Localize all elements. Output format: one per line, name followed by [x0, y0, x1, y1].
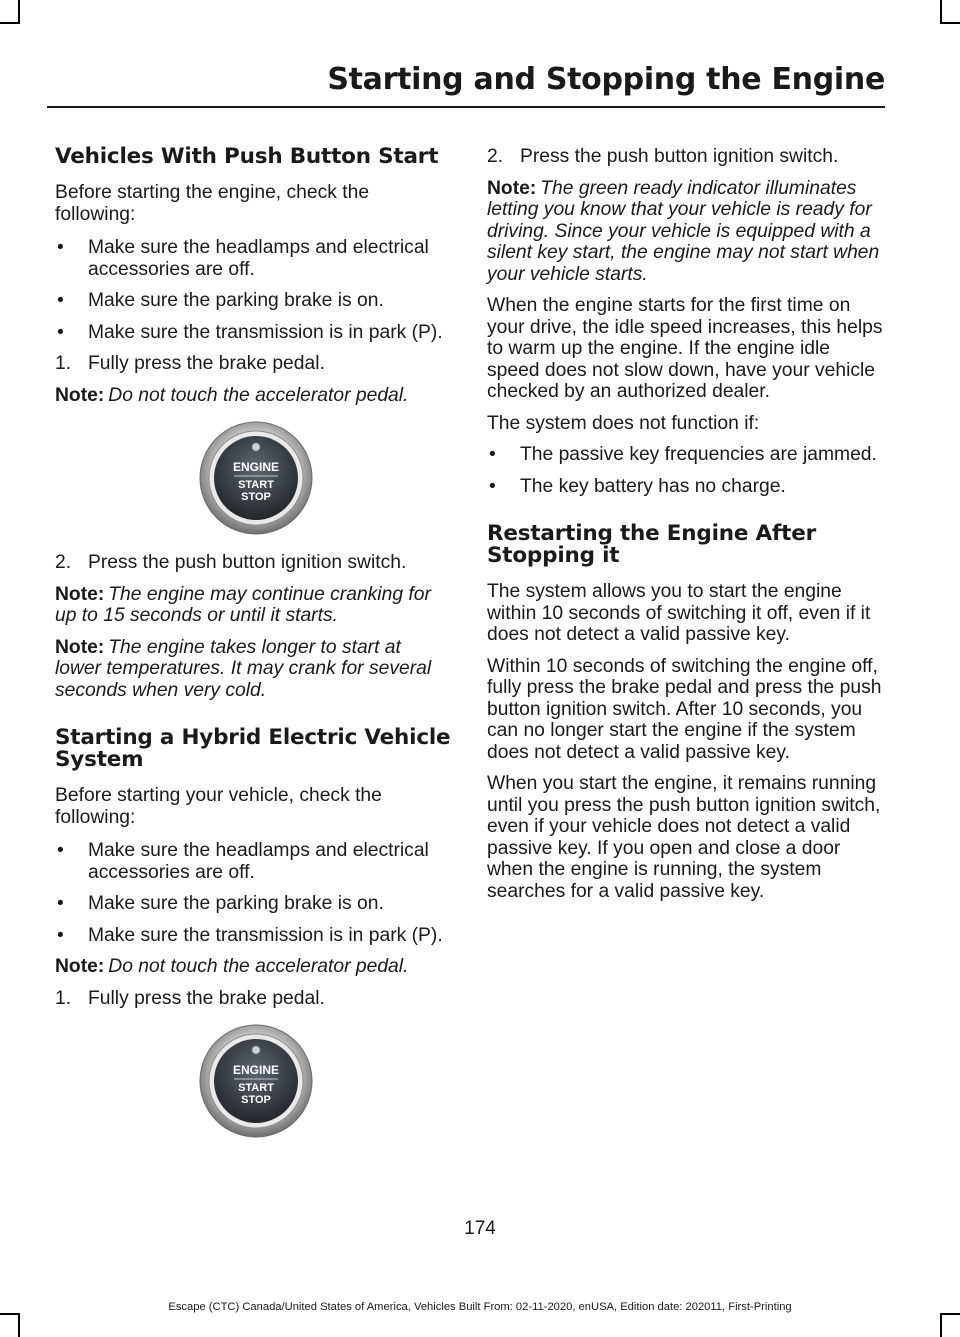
list-item-text: The passive key frequencies are jammed.	[520, 444, 877, 465]
step	[55, 988, 451, 1010]
list-item-text: Make sure the transmission is in park (P).	[88, 924, 443, 946]
button-label-start: START	[238, 479, 274, 491]
list-item	[55, 925, 451, 947]
section-heading: Vehicles With Push Button Start	[55, 144, 439, 169]
bullet: •	[57, 893, 64, 914]
list-item	[55, 290, 451, 312]
note-label: Note:	[55, 583, 105, 605]
step-text: Press the push button ignition switch.	[88, 552, 407, 573]
crop-mark	[940, 1313, 942, 1337]
button-label-stop: STOP	[241, 491, 271, 503]
step-text: Press the push button ignition switch.	[520, 146, 839, 167]
list-item-text: Make sure the headlamps and electrical accessories are off.	[88, 840, 429, 883]
note-text: The green ready indicator illuminates letting you know that your vehicle is ready for driving. Since your vehicle is equipped with a silent key start, the engine may not start when your vehicle starts.	[487, 177, 880, 285]
list-item-text: Make sure the parking brake is on.	[88, 893, 384, 914]
note-text: The engine takes longer to start at lower temperatures. It may crank for several seconds when very cold.	[55, 636, 432, 701]
note-text: The engine may continue cranking for up to 15 seconds or until it starts.	[55, 583, 431, 626]
note	[55, 385, 451, 407]
note-text: Do not touch the accelerator pedal.	[108, 956, 409, 977]
crop-mark	[18, 0, 20, 24]
bullet: •	[57, 237, 64, 258]
paragraph: The system does not function if:	[487, 412, 760, 434]
list-item-text: The key battery has no charge.	[520, 475, 786, 497]
step	[55, 353, 451, 375]
header-rule	[47, 106, 885, 108]
list-item	[55, 322, 451, 344]
paragraph: Before starting your vehicle, check the following:	[55, 785, 382, 828]
note	[55, 584, 451, 627]
paragraph: Before starting the engine, check the following:	[55, 182, 370, 225]
step	[55, 552, 451, 574]
paragraph: When the engine starts for the first time on your drive, the idle speed increases, this helps to warm up the engine. If the engine idle speed does not slow down, have your vehicle checked by an authorized dealer.	[487, 295, 883, 402]
crop-mark	[18, 1313, 20, 1337]
crop-mark	[940, 0, 942, 24]
step	[487, 146, 883, 168]
list-item	[487, 476, 883, 498]
bullet: •	[489, 444, 496, 465]
bullet: •	[489, 475, 496, 497]
bullet-list	[487, 444, 883, 497]
button-label-start: START	[238, 1082, 274, 1094]
engine-start-stop-button-image	[198, 420, 314, 536]
bullet: •	[57, 924, 64, 946]
bullet-list	[55, 840, 451, 946]
step-number: 2.	[487, 146, 504, 167]
list-item-text: Make sure the parking brake is on.	[88, 290, 384, 311]
button-label-engine: ENGINE	[232, 1063, 280, 1077]
note-text: Do not touch the accelerator pedal.	[108, 384, 409, 406]
paragraph: Within 10 seconds of switching the engine off, fully press the brake pedal and press the push button ignition switch. After 10 seconds, you can no longer start the engine if the system does not detect a valid passive key.	[487, 655, 882, 763]
step-text: Fully press the brake pedal.	[88, 987, 325, 1009]
note-label: Note:	[55, 384, 105, 406]
crop-mark	[0, 22, 20, 24]
list-item	[55, 893, 451, 915]
note	[55, 637, 451, 702]
step-number: 1.	[55, 353, 72, 374]
note-label: Note:	[55, 956, 105, 977]
bullet-list	[55, 237, 451, 343]
step-number: 1.	[55, 987, 72, 1009]
list-item	[487, 444, 883, 466]
list-item	[55, 237, 451, 280]
section-heading: Restarting the Engine After Stopping it	[487, 521, 816, 568]
engine-start-stop-button-image	[198, 1023, 314, 1139]
note	[487, 178, 883, 286]
page-number: 174	[464, 1218, 496, 1239]
step-text: Fully press the brake pedal.	[88, 353, 325, 374]
page-title: Starting and Stopping the Engine	[327, 62, 885, 97]
paragraph: The system allows you to start the engine within 10 seconds of switching it off, even if it does not detect a valid passive key.	[487, 581, 871, 645]
section-heading: Starting a Hybrid Electric Vehicle System	[55, 725, 451, 772]
note-label: Note:	[55, 636, 105, 658]
step-number: 2.	[55, 552, 72, 573]
note-label: Note:	[487, 177, 537, 199]
list-item-text: Make sure the transmission is in park (P).	[88, 321, 443, 343]
note	[55, 956, 451, 978]
bullet: •	[57, 840, 64, 861]
footer-text: Escape (CTC) Canada/United States of America, Vehicles Built From: 02-11-2020, enUSA, Edition date: 202011, First-Printing	[168, 1301, 792, 1313]
crop-mark	[0, 1313, 20, 1315]
list-item-text: Make sure the headlamps and electrical accessories are off.	[88, 237, 429, 280]
button-label-stop: STOP	[241, 1094, 271, 1106]
button-label-engine: ENGINE	[232, 460, 280, 474]
right-column	[487, 146, 883, 912]
crop-mark	[940, 22, 960, 24]
bullet: •	[57, 290, 64, 311]
crop-mark	[940, 1313, 960, 1315]
paragraph: When you start the engine, it remains running until you press the push button ignition switch, even if your vehicle does not detect a valid passive key. If you open and close a door when the engine is running, the system searches for a valid passive key.	[487, 773, 881, 902]
bullet: •	[57, 321, 64, 343]
left-column	[55, 146, 451, 1155]
list-item	[55, 840, 451, 883]
